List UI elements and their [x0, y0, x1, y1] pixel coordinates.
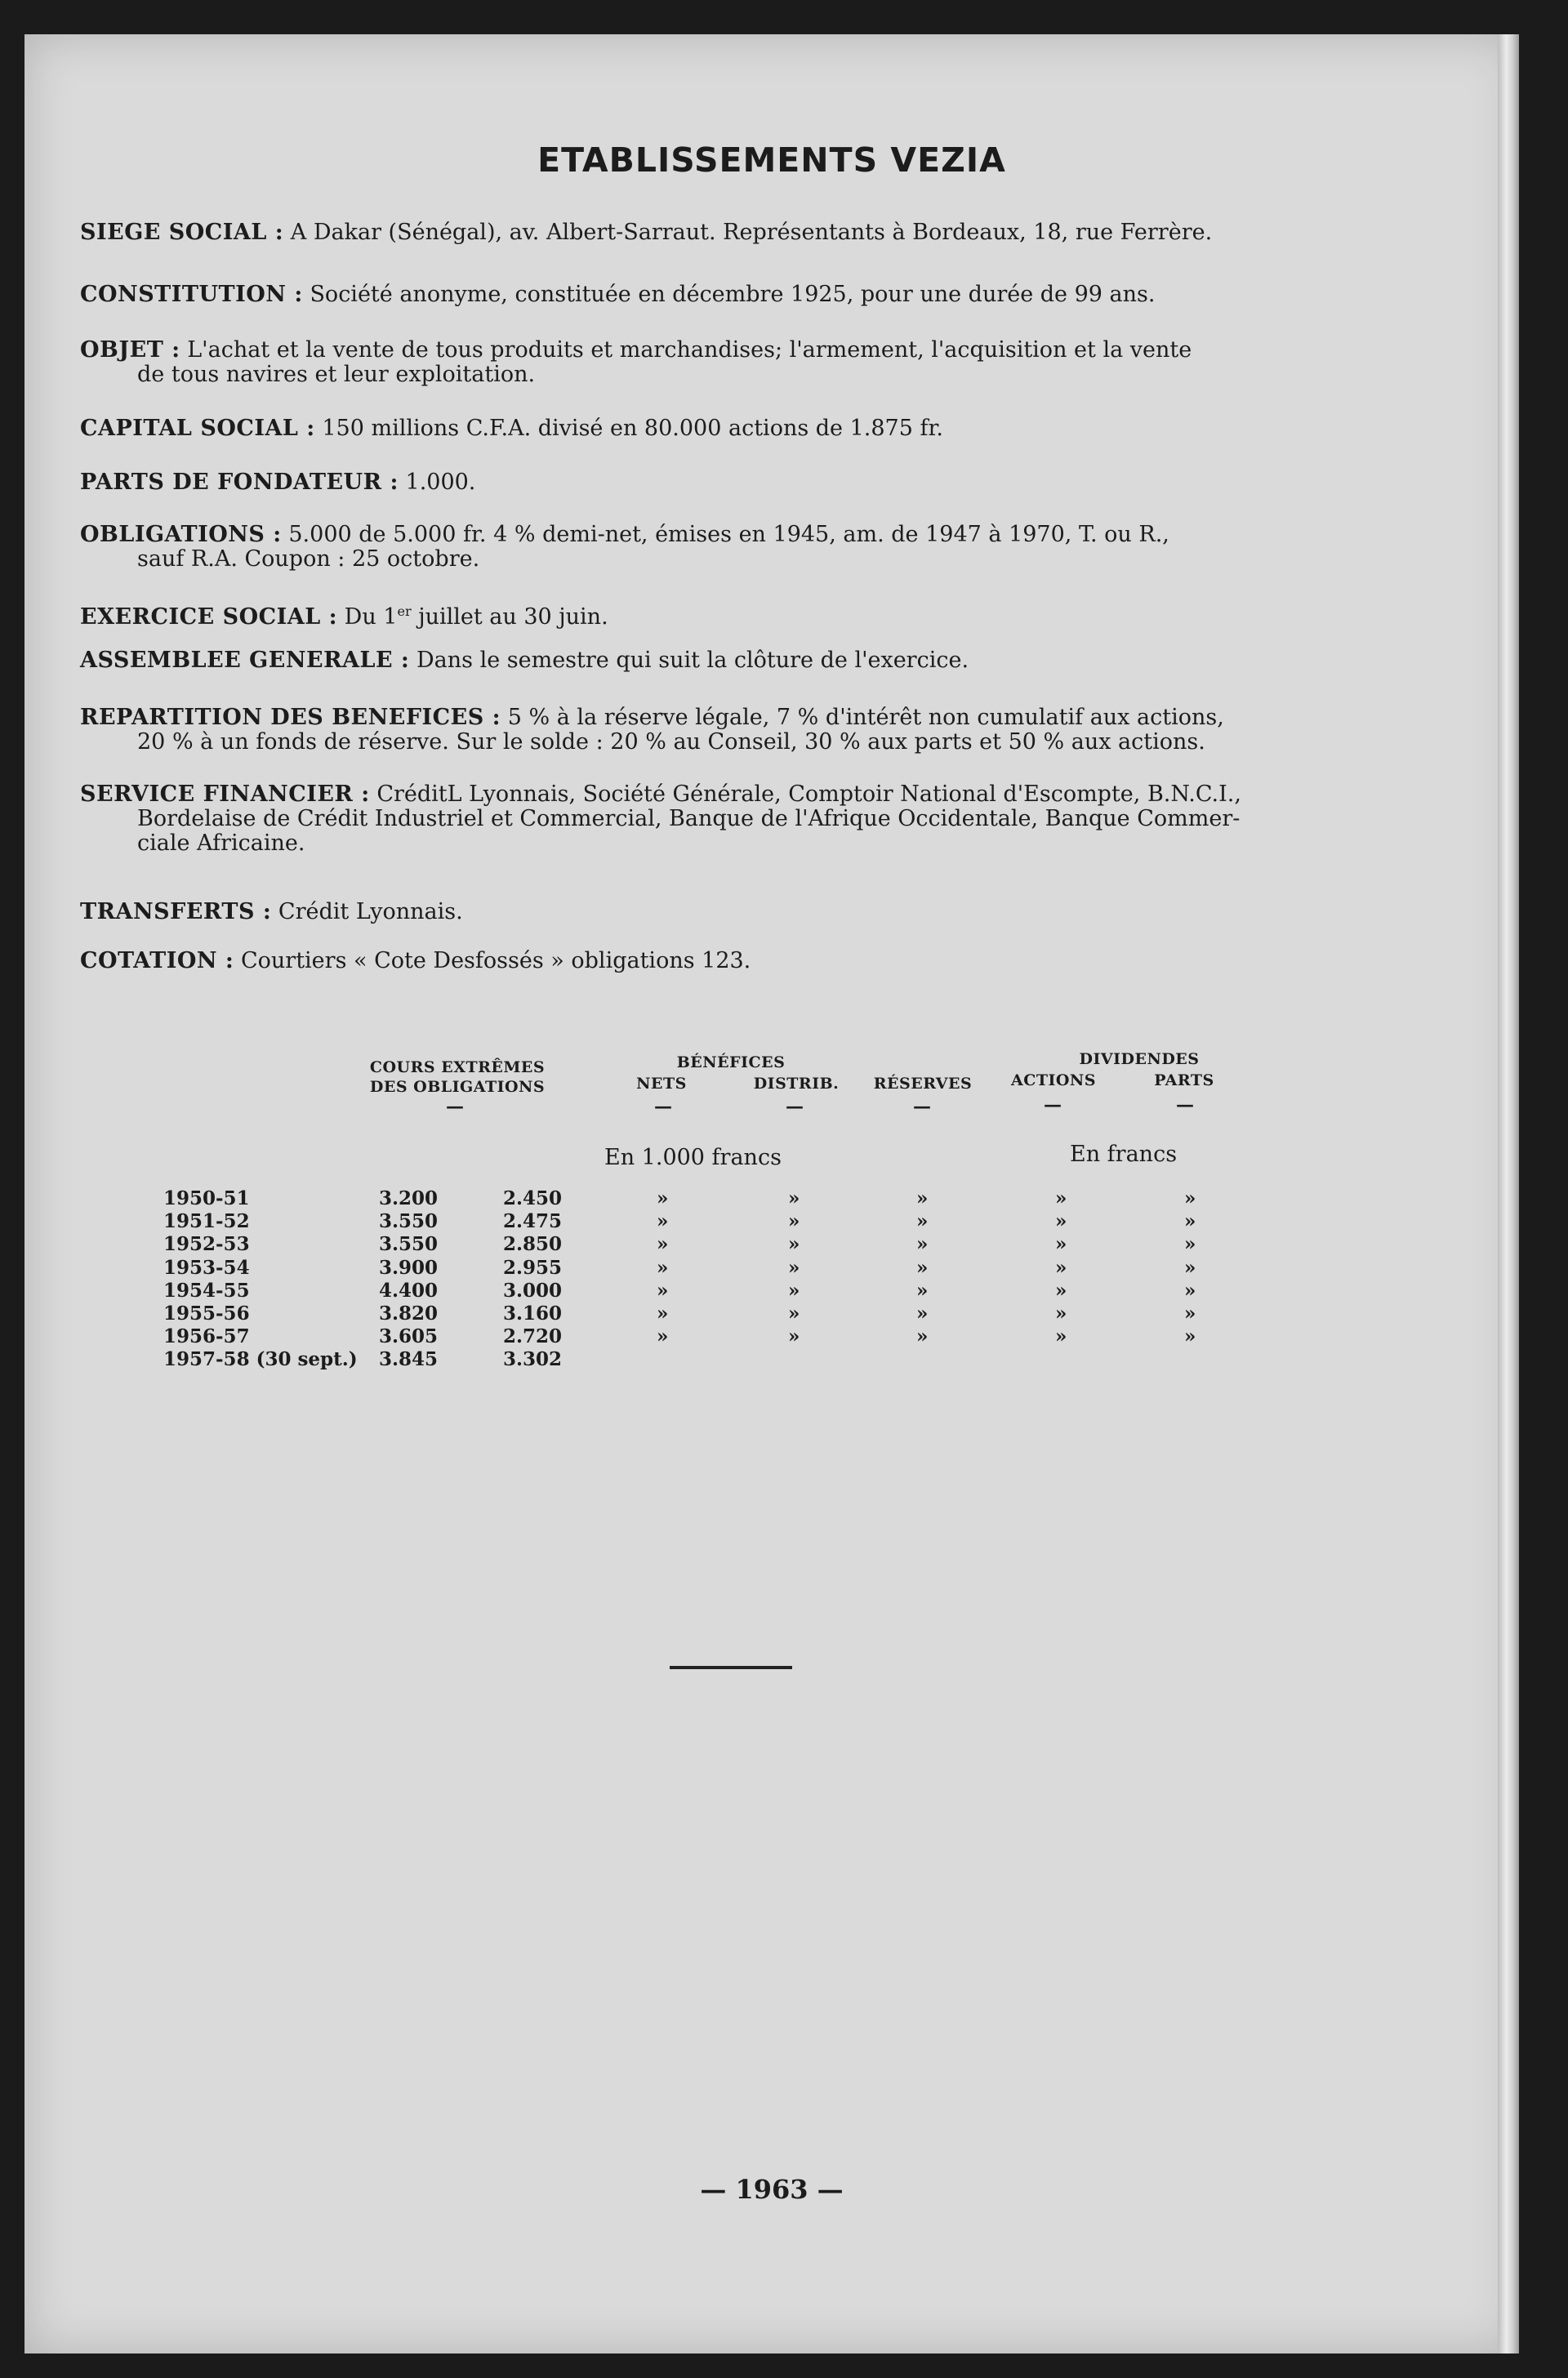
quote-mark: »: [1184, 1256, 1196, 1279]
year-cell: 1957-58 (30 sept.): [163, 1348, 358, 1371]
entry-label: CAPITAL SOCIAL :: [80, 416, 315, 441]
value-cell: 3.550: [379, 1210, 439, 1233]
entry-assemblee-generale: [80, 648, 1321, 673]
page-title: ETABLISSEMENTS VEZIA: [537, 140, 1006, 180]
entry-cotation: [80, 949, 1321, 973]
column-cours-low: [503, 1187, 562, 1372]
quote-mark: »: [1055, 1210, 1067, 1233]
quote-mark: »: [657, 1233, 669, 1256]
dash: —: [786, 1096, 804, 1117]
quote-mark: »: [788, 1233, 800, 1256]
unit-label-thousand-francs: En 1.000 francs: [604, 1145, 782, 1170]
entry-text-continued: de tous navires et leur exploitation.: [137, 362, 536, 387]
header-benefices: BÉNÉFICES: [676, 1053, 786, 1071]
entry-label: SERVICE FINANCIER :: [80, 782, 370, 807]
value-cell: 3.845: [379, 1348, 439, 1371]
quote-mark: »: [657, 1210, 669, 1233]
quote-mark: »: [916, 1187, 929, 1209]
quote-mark: »: [1055, 1302, 1067, 1325]
entry-text: 5 % à la réserve légale, 7 % d'intérêt non cumulatif aux actions,: [507, 705, 1224, 730]
quote-mark: »: [1055, 1325, 1067, 1348]
entry-label: PARTS DE FONDATEUR :: [80, 470, 399, 495]
entry-label: EXERCICE SOCIAL :: [80, 604, 338, 630]
quote-mark: »: [916, 1302, 929, 1325]
header-nets: NETS: [636, 1075, 687, 1093]
entry-capital-social: [80, 416, 1321, 441]
column-distrib: [788, 1187, 800, 1348]
entry-text-continued: 20 % à un fonds de réserve. Sur le solde : 20 % au Conseil, 30 % aux parts et 50 % aux actions.: [137, 729, 1205, 755]
entry-constitution: [80, 283, 1321, 307]
quote-mark: »: [916, 1256, 929, 1279]
entry-text: juillet au 30 juin.: [411, 604, 608, 630]
quote-mark: »: [916, 1325, 929, 1348]
entry-text: Courtiers « Cote Desfossés » obligations 123.: [240, 948, 751, 973]
value-cell: 2.720: [503, 1325, 563, 1348]
value-cell: 3.160: [503, 1302, 563, 1325]
dash: —: [913, 1096, 931, 1117]
header-des-obligations: DES OBLIGATIONS: [369, 1078, 546, 1096]
dash: —: [654, 1096, 672, 1117]
entry-parts-fondateur: [80, 470, 1321, 495]
quote-mark: »: [657, 1325, 669, 1348]
entry-label: COTATION :: [80, 948, 234, 973]
quote-mark: »: [788, 1325, 800, 1348]
quote-mark: »: [916, 1233, 929, 1256]
year-cell: 1953-54: [163, 1256, 250, 1279]
entry-text-continued: Bordelaise de Crédit Industriel et Commercial, Banque de l'Afrique Occidentale, Banque Commer-: [137, 806, 1241, 831]
quote-mark: »: [1184, 1325, 1196, 1348]
entry-text: Crédit Lyonnais.: [278, 899, 463, 924]
year-cell: 1954-55: [163, 1279, 250, 1302]
entry-text: Dans le semestre qui suit la clôture de l'exercice.: [416, 648, 969, 673]
column-parts: [1184, 1187, 1196, 1348]
entry-text: L'achat et la vente de tous produits et marchandises; l'armement, l'acquisition et la vente: [187, 337, 1192, 363]
entry-service-financier: [80, 782, 1321, 856]
quote-mark: »: [788, 1279, 800, 1302]
column-years: [163, 1187, 358, 1372]
quote-mark: »: [1055, 1256, 1067, 1279]
dash: —: [1044, 1094, 1062, 1116]
dash: —: [446, 1096, 464, 1117]
entry-label: OBLIGATIONS :: [80, 522, 282, 547]
quote-mark: »: [657, 1187, 669, 1209]
quote-mark: »: [1184, 1233, 1196, 1256]
column-actions: [1055, 1187, 1067, 1348]
quote-mark: »: [1184, 1302, 1196, 1325]
entry-label: REPARTITION DES BENEFICES :: [80, 705, 501, 730]
value-cell: 2.450: [503, 1187, 563, 1209]
year-cell: 1955-56: [163, 1302, 250, 1325]
section-divider: [670, 1666, 792, 1669]
year-cell: 1951-52: [163, 1210, 250, 1233]
entry-exercice-social: [80, 599, 1321, 630]
header-parts: PARTS: [1154, 1071, 1214, 1089]
quote-mark: »: [1055, 1187, 1067, 1209]
entry-label: CONSTITUTION :: [80, 282, 303, 307]
quote-mark: »: [1184, 1210, 1196, 1233]
superscript: er: [397, 603, 412, 619]
entry-text-continued: ciale Africaine.: [137, 831, 305, 856]
quote-mark: »: [788, 1210, 800, 1233]
entry-objet: [80, 338, 1321, 387]
header-distrib: DISTRIB.: [753, 1075, 840, 1093]
entry-text: 150 millions C.F.A. divisé en 80.000 actions de 1.875 fr.: [322, 416, 944, 441]
quote-mark: »: [657, 1256, 669, 1279]
unit-label-francs: En francs: [1070, 1142, 1178, 1167]
quote-mark: »: [1184, 1187, 1196, 1209]
year-cell: 1950-51: [163, 1187, 250, 1209]
entry-text: A Dakar (Sénégal), av. Albert-Sarraut. Représentants à Bordeaux, 18, rue Ferrère.: [290, 220, 1213, 245]
value-cell: 3.900: [379, 1256, 439, 1279]
quote-mark: »: [657, 1302, 669, 1325]
header-dividendes: DIVIDENDES: [1079, 1050, 1200, 1068]
value-cell: 3.200: [379, 1187, 439, 1209]
header-cours-extremes: COURS EXTRÊMES: [369, 1058, 546, 1076]
quote-mark: »: [1055, 1233, 1067, 1256]
entry-label: SIEGE SOCIAL :: [80, 220, 284, 245]
value-cell: 2.475: [503, 1210, 563, 1233]
value-cell: 3.000: [503, 1279, 563, 1302]
entry-text-continued: sauf R.A. Coupon : 25 octobre.: [137, 546, 480, 572]
page-number: — 1963 —: [700, 2174, 844, 2205]
quote-mark: »: [916, 1279, 929, 1302]
quote-mark: »: [788, 1256, 800, 1279]
entry-siege-social: [80, 220, 1321, 245]
entry-text: 1.000.: [405, 470, 476, 495]
entry-obligations: [80, 523, 1321, 572]
year-cell: 1952-53: [163, 1233, 250, 1256]
entry-text: Société anonyme, constituée en décembre 1925, pour une durée de 99 ans.: [310, 282, 1156, 307]
entry-text: Du 1: [344, 604, 398, 630]
entry-repartition-benefices: [80, 706, 1321, 755]
entry-label: ASSEMBLEE GENERALE :: [80, 648, 410, 673]
entry-label: TRANSFERTS :: [80, 899, 272, 924]
column-reserves: [916, 1187, 928, 1348]
value-cell: 3.820: [379, 1302, 439, 1325]
value-cell: 2.850: [503, 1233, 563, 1256]
value-cell: 3.550: [379, 1233, 439, 1256]
quote-mark: »: [1184, 1279, 1196, 1302]
quote-mark: »: [916, 1210, 929, 1233]
quote-mark: »: [788, 1302, 800, 1325]
document-page: [24, 34, 1519, 2354]
entry-text: 5.000 de 5.000 fr. 4 % demi-net, émises en 1945, am. de 1947 à 1970, T. ou R.,: [288, 522, 1169, 547]
quote-mark: »: [657, 1279, 669, 1302]
value-cell: 3.605: [379, 1325, 439, 1348]
column-cours-high: [379, 1187, 438, 1372]
header-actions: ACTIONS: [1010, 1071, 1097, 1089]
year-cell: 1956-57: [163, 1325, 250, 1348]
value-cell: 4.400: [379, 1279, 439, 1302]
value-cell: 3.302: [503, 1348, 563, 1371]
dash: —: [1176, 1094, 1194, 1116]
quote-mark: »: [788, 1187, 800, 1209]
entry-text: CréditL Lyonnais, Société Générale, Comptoir National d'Escompte, B.N.C.I.,: [376, 782, 1241, 807]
quote-mark: »: [1055, 1279, 1067, 1302]
header-reserves: RÉSERVES: [873, 1075, 973, 1093]
page-edge: [1498, 34, 1519, 2354]
entry-transferts: [80, 900, 1321, 924]
entry-label: OBJET :: [80, 337, 180, 363]
value-cell: 2.955: [503, 1256, 563, 1279]
column-nets: [657, 1187, 668, 1348]
